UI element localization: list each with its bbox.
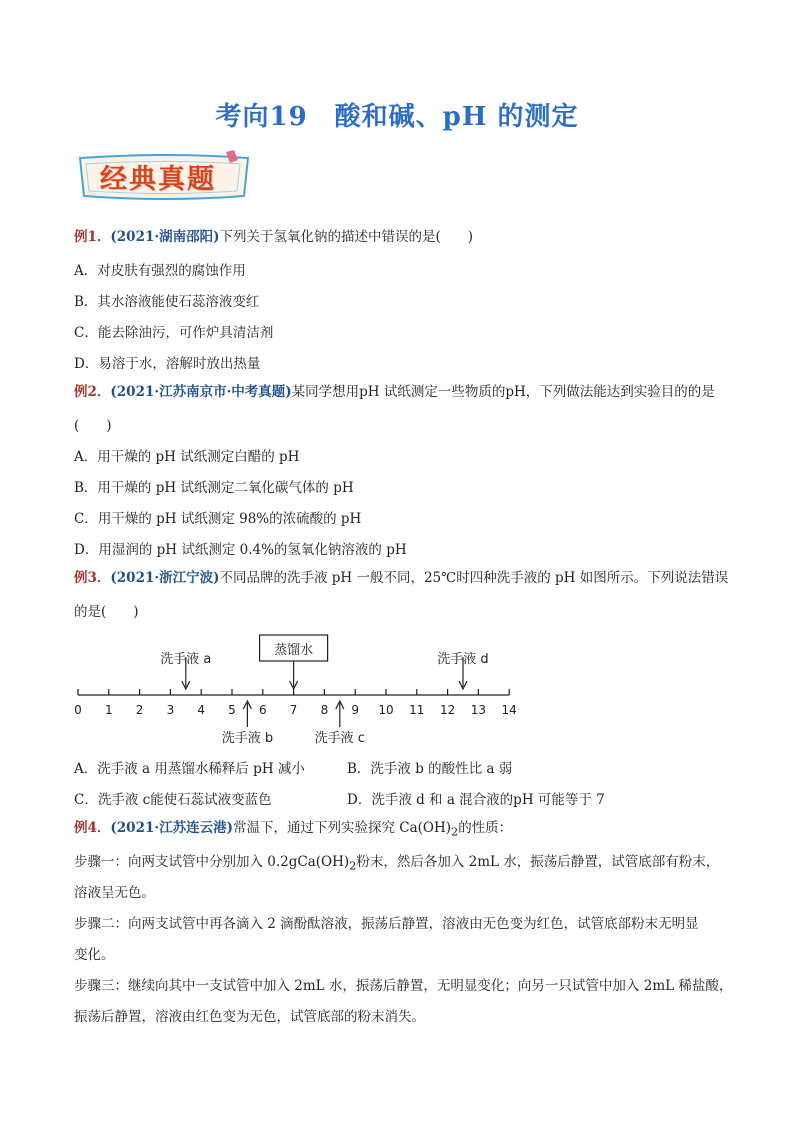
tick-label: 9	[351, 703, 360, 717]
step-3: 步骤三：继续向其中一支试管中加入 2mL 水，振荡后静置，无明显变化；向另一只试管中加入 2mL 稀盐酸，	[74, 978, 733, 994]
question-source: (2021·江苏南京市·中考真题)	[110, 384, 292, 400]
question-text: 常温下，通过下列实验探究 Ca(OH)	[232, 820, 452, 836]
tick-label: 3	[166, 703, 175, 717]
tick-label: 2	[135, 703, 144, 717]
option-a: A．洗手液 a 用蒸馏水稀释后 pH 减小	[74, 761, 305, 777]
step-2: 步骤二：向两支试管中再各滴入 2 滴酚酞溶液，振荡后静置，溶液由无色变为红色，试管底部粉末无明显	[74, 916, 699, 932]
step-1-cont: 溶液呈无色。	[74, 885, 155, 901]
question-source: (2021·江苏连云港)	[110, 820, 233, 836]
question-3-stem	[74, 569, 728, 587]
question-2-stem-cont: ( )	[74, 418, 112, 434]
page-title: 考向19 酸和碱、pH 的测定	[215, 102, 579, 132]
question-number: 例4．	[74, 820, 111, 836]
question-number: 例3．	[74, 570, 111, 586]
question-2-stem	[74, 383, 715, 401]
question-source: (2021·浙江宁波)	[110, 570, 220, 586]
option-d: D．洗手液 d 和 a 混合液的pH 可能等于 7	[347, 792, 605, 808]
ph-number-line	[60, 630, 540, 750]
question-text: 某同学想用pH 试纸测定一些物质的pH，下列做法能达到实验目的的是	[291, 384, 715, 400]
tick-label: 7	[289, 703, 298, 717]
question-source: (2021·湖南邵阳)	[110, 229, 220, 245]
question-text-end: 的性质：	[458, 820, 513, 836]
step-3-cont: 振荡后静置，溶液由红色变为无色，试管底部的粉末消失。	[74, 1009, 425, 1025]
marker-label: 洗手液 a	[160, 652, 212, 667]
option-c: C．用干燥的 pH 试纸测定 98%的浓硫酸的 pH	[74, 511, 362, 527]
tick-label: 1	[104, 703, 113, 717]
marker-label: 洗手液 c	[314, 731, 365, 746]
option-c: C．能去除油污，可作炉具清洁剂	[74, 325, 274, 341]
option-b: B．用干燥的 pH 试纸测定二氧化碳气体的 pH	[74, 480, 354, 496]
question-3-stem-cont: 的是( )	[74, 604, 139, 620]
tick-label: 12	[439, 703, 456, 717]
question-text: 不同品牌的洗手液 pH 一般不同，25℃时四种洗手液的 pH 如图所示。下列说法错误	[219, 570, 729, 586]
question-1-stem	[74, 228, 473, 246]
question-text: 下列关于氢氧化钠的描述中错误的是( )	[219, 229, 474, 245]
question-number: 例1．	[74, 229, 111, 245]
step-1	[74, 850, 719, 873]
marker-label: 洗手液 b	[221, 731, 274, 746]
tick-label: 0	[74, 703, 82, 717]
step-1-text: 步骤一：向两支试管中分别加入 0.2gCa(OH)	[74, 854, 350, 870]
tick-label: 6	[258, 703, 267, 717]
ph-number-line-diagram	[60, 630, 540, 750]
tick-label: 11	[409, 703, 425, 717]
step-1-text-end: 粉末，然后各加入 2mL 水，振荡后静置，试管底部有粉末，	[356, 854, 720, 870]
tick-label: 5	[228, 703, 236, 717]
question-number: 例2．	[74, 384, 111, 400]
option-a: A．用干燥的 pH 试纸测定白醋的 pH	[74, 449, 300, 465]
step-2-cont: 变化。	[74, 947, 115, 963]
option-d: D．易溶于水，溶解时放出热量	[74, 356, 261, 372]
subscript: 2	[349, 859, 357, 873]
subscript: 2	[451, 825, 459, 839]
tick-label: 14	[501, 703, 517, 717]
option-a: A．对皮肤有强烈的腐蚀作用	[74, 263, 246, 279]
option-b: B．其水溶液能使石蕊溶液变红	[74, 294, 260, 310]
option-c: C．洗手液 c能使石蕊试液变蓝色	[74, 792, 272, 808]
question-4-stem	[74, 819, 512, 842]
banner-label: 经典真题	[100, 164, 216, 195]
tick-label: 10	[378, 703, 394, 717]
tick-label: 8	[320, 703, 329, 717]
tick-label: 4	[197, 703, 206, 717]
marker-label: 洗手液 d	[437, 652, 489, 667]
option-d: D．用湿润的 pH 试纸测定 0.4%的氢氧化钠溶液的 pH	[74, 542, 407, 558]
option-b: B．洗手液 b 的酸性比 a 弱	[347, 761, 513, 777]
section-banner	[76, 150, 252, 202]
tick-label: 13	[470, 703, 487, 717]
marker-label: 蒸馏水	[274, 643, 314, 658]
